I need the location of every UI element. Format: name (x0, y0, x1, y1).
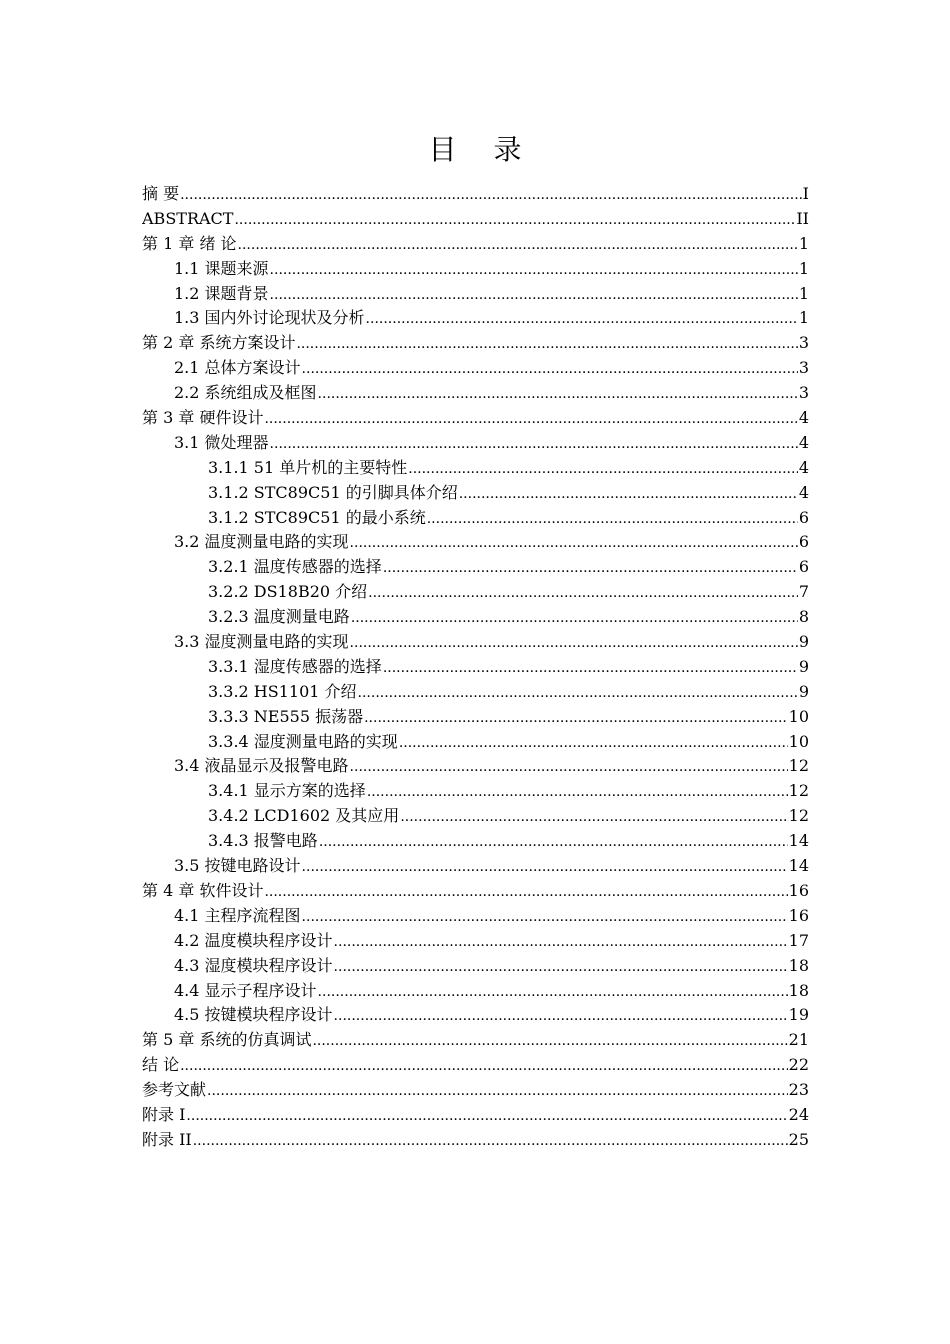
toc-entry[interactable] (142, 730, 809, 755)
toc-leader-dots (334, 1004, 788, 1028)
toc-entry-label: 3.3.3 NE555 振荡器 (208, 706, 364, 726)
toc-entry[interactable] (142, 954, 809, 979)
toc-entry-label: 3.4.3 报警电路 (208, 831, 318, 851)
toc-entry-page-number: 3 (798, 383, 809, 403)
toc-entry-page-number: 4 (798, 482, 809, 502)
toc-entry-page-number: 9 (798, 681, 809, 701)
toc-list (142, 182, 809, 1153)
toc-title: 目 录 (428, 133, 536, 166)
toc-entry-page-number: 12 (788, 781, 809, 801)
toc-entry-label: 4.3 湿度模块程序设计 (174, 955, 333, 975)
toc-entry[interactable] (142, 381, 809, 406)
toc-entry-label: 3.2.1 温度传感器的选择 (208, 557, 382, 577)
toc-entry-label: 4.4 显示子程序设计 (174, 980, 317, 1000)
toc-entry[interactable] (142, 555, 809, 580)
toc-leader-dots (312, 1029, 787, 1053)
toc-entry[interactable] (142, 1028, 809, 1053)
toc-entry-page-number: 4 (798, 457, 809, 477)
toc-entry-label: 3.3.4 湿度测量电路的实现 (208, 731, 398, 751)
toc-entry[interactable] (142, 506, 809, 531)
toc-entry-page-number: 6 (798, 532, 809, 552)
toc-entry[interactable] (142, 207, 809, 232)
toc-entry[interactable] (142, 1053, 809, 1078)
toc-entry[interactable] (142, 257, 809, 282)
toc-leader-dots (358, 681, 798, 705)
toc-entry-page-number: 14 (788, 831, 809, 851)
toc-entry-page-number: 4 (798, 408, 809, 428)
toc-entry-page-number: 6 (798, 557, 809, 577)
toc-entry[interactable] (142, 530, 809, 555)
toc-entry-label: 3.1.2 STC89C51 的最小系统 (208, 507, 426, 527)
toc-entry-page-number: 16 (788, 880, 809, 900)
toc-entry-label: 3.1 微处理器 (174, 432, 269, 452)
toc-leader-dots (193, 1129, 788, 1153)
toc-entry[interactable] (142, 182, 809, 207)
toc-entry[interactable] (142, 232, 809, 257)
toc-entry[interactable] (142, 580, 809, 605)
toc-entry-label: 附录 II (142, 1129, 192, 1149)
toc-leader-dots (400, 805, 787, 829)
toc-entry-label: 3.1.1 51 单片机的主要特性 (208, 457, 408, 477)
toc-leader-dots (350, 631, 798, 655)
toc-entry[interactable] (142, 431, 809, 456)
toc-entry-label: 附录 I (142, 1104, 186, 1124)
toc-entry[interactable] (142, 331, 809, 356)
toc-entry-page-number: 1 (798, 308, 809, 328)
toc-entry-label: 第 3 章 硬件设计 (142, 408, 264, 428)
toc-entry[interactable] (142, 804, 809, 829)
toc-entry-label: 3.3.1 湿度传感器的选择 (208, 656, 382, 676)
toc-entry-label: 4.1 主程序流程图 (174, 905, 301, 925)
toc-entry-page-number: 19 (788, 1005, 809, 1025)
toc-leader-dots (270, 258, 798, 282)
toc-entry[interactable] (142, 904, 809, 929)
toc-entry-page-number: 1 (798, 233, 809, 253)
toc-leader-dots (364, 706, 788, 730)
toc-entry-page-number: 12 (788, 756, 809, 776)
toc-leader-dots (270, 432, 798, 456)
toc-leader-dots (270, 283, 798, 307)
toc-entry[interactable] (142, 655, 809, 680)
toc-leader-dots (302, 855, 788, 879)
toc-entry-page-number: II (796, 208, 809, 228)
toc-entry[interactable] (142, 456, 809, 481)
toc-leader-dots (234, 208, 795, 232)
toc-leader-dots (459, 482, 798, 506)
toc-entry-label: 第 5 章 系统的仿真调试 (142, 1030, 312, 1050)
toc-leader-dots (318, 382, 798, 406)
toc-entry-page-number: 3 (798, 358, 809, 378)
toc-leader-dots (367, 780, 788, 804)
toc-leader-dots (351, 606, 798, 630)
toc-entry[interactable] (142, 282, 809, 307)
toc-entry-page-number: 25 (788, 1129, 809, 1149)
toc-entry-page-number: 18 (788, 980, 809, 1000)
toc-entry-label: 3.4.2 LCD1602 及其应用 (208, 806, 400, 826)
toc-leader-dots (264, 407, 797, 431)
toc-entry-page-number: 17 (788, 930, 809, 950)
toc-leader-dots (408, 457, 798, 481)
toc-entry-label: 3.2.2 DS18B20 介绍 (208, 582, 368, 602)
toc-leader-dots (368, 581, 798, 605)
toc-entry[interactable] (142, 854, 809, 879)
toc-entry[interactable] (142, 979, 809, 1004)
toc-entry[interactable] (142, 630, 809, 655)
toc-entry-label: 3.4.1 显示方案的选择 (208, 781, 366, 801)
toc-leader-dots (383, 656, 798, 680)
toc-entry[interactable] (142, 605, 809, 630)
toc-entry-label: ABSTRACT (142, 208, 234, 228)
toc-entry-label: 参考文献 (142, 1080, 207, 1100)
toc-entry-label: 3.2 温度测量电路的实现 (174, 532, 349, 552)
toc-leader-dots (366, 307, 798, 331)
toc-entry-page-number: 9 (798, 656, 809, 676)
toc-entry[interactable] (142, 406, 809, 431)
toc-entry-label: 4.5 按键模块程序设计 (174, 1005, 333, 1025)
toc-leader-dots (302, 357, 798, 381)
toc-entry-label: 第 4 章 软件设计 (142, 880, 264, 900)
toc-entry[interactable] (142, 879, 809, 904)
toc-entry-label: 1.3 国内外讨论现状及分析 (174, 308, 365, 328)
toc-leader-dots (399, 731, 788, 755)
toc-entry-label: 3.3 湿度测量电路的实现 (174, 632, 349, 652)
toc-entry-page-number: 16 (788, 905, 809, 925)
toc-leader-dots (334, 955, 788, 979)
toc-leader-dots (302, 905, 788, 929)
toc-entry-page-number: 10 (788, 706, 809, 726)
toc-leader-dots (186, 1104, 787, 1128)
toc-entry[interactable] (142, 356, 809, 381)
toc-leader-dots (296, 332, 797, 356)
toc-entry[interactable] (142, 1003, 809, 1028)
toc-leader-dots (180, 1054, 788, 1078)
toc-entry-label: 第 2 章 系统方案设计 (142, 333, 296, 353)
toc-leader-dots (350, 755, 788, 779)
toc-leader-dots (427, 507, 798, 531)
toc-entry-label: 2.2 系统组成及框图 (174, 383, 317, 403)
toc-entry[interactable] (142, 481, 809, 506)
toc-entry-page-number: 21 (788, 1030, 809, 1050)
toc-entry-page-number: 4 (798, 432, 809, 452)
toc-entry-label: 第 1 章 绪 论 (142, 233, 237, 253)
toc-leader-dots (180, 183, 802, 207)
toc-entry-page-number: 24 (788, 1104, 809, 1124)
toc-entry-label: 2.1 总体方案设计 (174, 358, 301, 378)
toc-entry-label: 结 论 (142, 1055, 180, 1075)
toc-entry[interactable] (142, 829, 809, 854)
toc-entry-page-number: I (802, 184, 809, 203)
toc-entry-page-number: 23 (788, 1080, 809, 1100)
toc-entry[interactable] (142, 680, 809, 705)
toc-leader-dots (383, 556, 798, 580)
toc-leader-dots (318, 980, 788, 1004)
toc-entry-label: 摘 要 (142, 184, 180, 203)
toc-leader-dots (334, 930, 788, 954)
toc-entry[interactable] (142, 705, 809, 730)
toc-entry[interactable] (142, 1078, 809, 1103)
toc-entry-label: 3.1.2 STC89C51 的引脚具体介绍 (208, 482, 458, 502)
toc-entry-page-number: 14 (788, 856, 809, 876)
toc-entry-page-number: 3 (798, 333, 809, 353)
toc-entry-page-number: 1 (798, 258, 809, 278)
toc-entry-page-number: 7 (798, 582, 809, 602)
toc-entry-label: 1.2 课题背景 (174, 283, 269, 303)
toc-leader-dots (238, 233, 798, 257)
toc-leader-dots (264, 880, 787, 904)
toc-entry-page-number: 22 (788, 1055, 809, 1075)
toc-entry[interactable] (142, 1128, 809, 1153)
toc-entry-page-number: 10 (788, 731, 809, 751)
toc-entry[interactable] (142, 754, 809, 779)
toc-leader-dots (350, 531, 798, 555)
toc-entry-label: 4.2 温度模块程序设计 (174, 930, 333, 950)
toc-entry[interactable] (142, 306, 809, 331)
toc-entry-label: 3.4 液晶显示及报警电路 (174, 756, 349, 776)
toc-entry-page-number: 8 (798, 607, 809, 627)
toc-entry[interactable] (142, 929, 809, 954)
toc-entry-label: 3.3.2 HS1101 介绍 (208, 681, 357, 701)
toc-entry-page-number: 1 (798, 283, 809, 303)
toc-entry-page-number: 9 (798, 632, 809, 652)
toc-entry-page-number: 18 (788, 955, 809, 975)
toc-entry[interactable] (142, 779, 809, 804)
toc-entry-label: 3.2.3 温度测量电路 (208, 607, 350, 627)
toc-entry-page-number: 6 (798, 507, 809, 527)
toc-entry-label: 1.1 课题来源 (174, 258, 269, 278)
toc-leader-dots (207, 1079, 788, 1103)
toc-entry[interactable] (142, 1103, 809, 1128)
toc-entry-label: 3.5 按键电路设计 (174, 856, 301, 876)
toc-entry-page-number: 12 (788, 806, 809, 826)
toc-leader-dots (319, 830, 788, 854)
